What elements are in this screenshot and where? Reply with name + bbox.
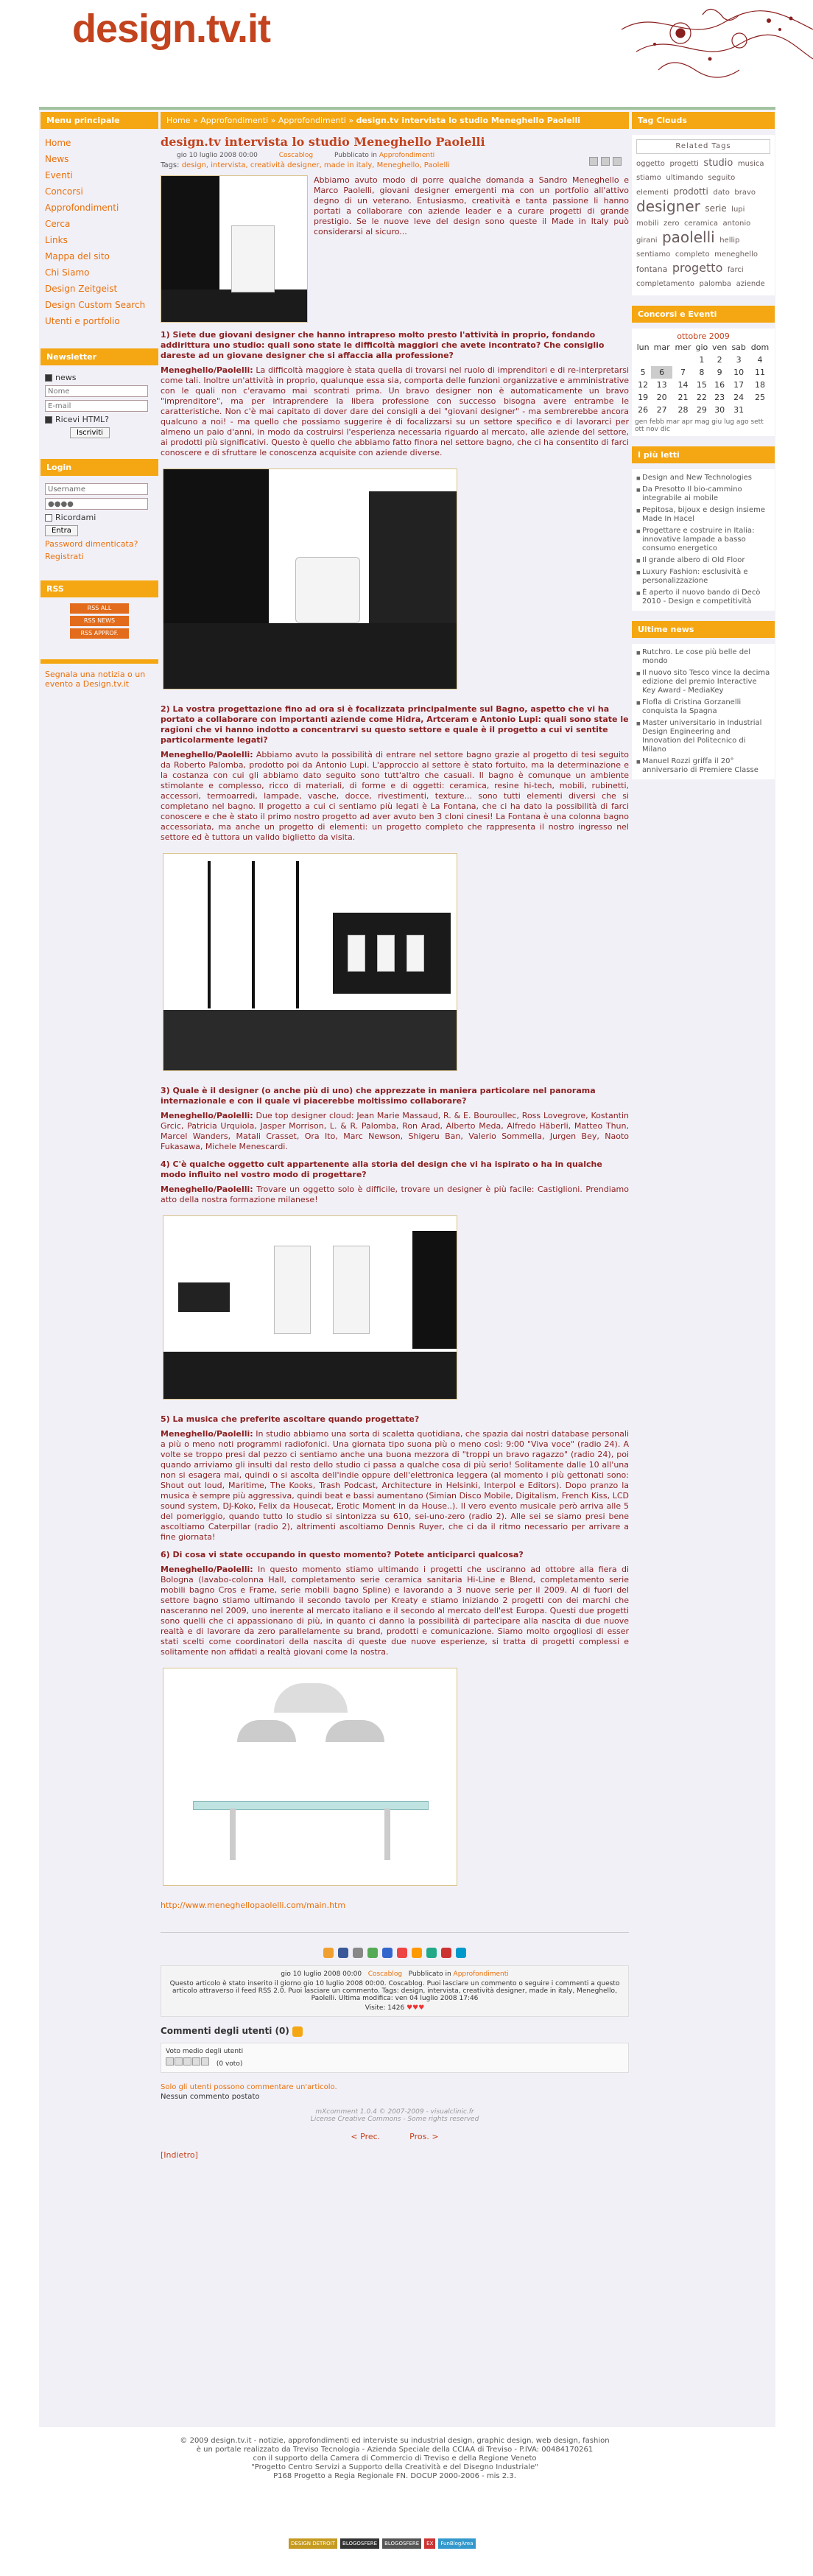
calendar-day[interactable]: 24 [733, 393, 745, 402]
most-read-item[interactable]: ■ Da Presotto Il bio-cammino integrabile ai mobile [636, 484, 770, 505]
menu-item-links[interactable]: Links [45, 235, 68, 245]
menu-item-eventi[interactable]: Eventi [45, 170, 73, 180]
tag-ceramica[interactable]: ceramica [683, 220, 719, 228]
calendar-day[interactable]: 13 [656, 380, 667, 390]
latest-news-item[interactable]: ■ Flofla di Cristina Gorzanelli conquista la Spagna [636, 697, 770, 717]
tag-ultimando[interactable]: ultimando [666, 174, 703, 182]
star-5[interactable] [201, 2057, 209, 2066]
login-button[interactable]: Entra [45, 525, 78, 536]
calendar-day[interactable]: 6 [651, 366, 672, 379]
latest-news-item[interactable]: ■ Rutchro. Le cose più belle del mondo [636, 647, 770, 667]
studio-website-link[interactable]: http://www.meneghellopaolelli.com/main.htm [161, 1901, 346, 1910]
published-in-category[interactable]: Approfondimenti [379, 152, 435, 159]
calendar-day[interactable]: 9 [717, 368, 722, 377]
prev-link[interactable]: < Prec. [351, 2131, 381, 2141]
calendar-day-header: gio [695, 343, 708, 352]
calendar-day[interactable]: 26 [638, 405, 649, 415]
calendar-day-header: mer [675, 343, 691, 352]
newsletter-news-row [41, 371, 158, 384]
calendar-day[interactable]: 17 [733, 380, 745, 390]
menu-item-mappa[interactable]: Mappa del sito [45, 251, 110, 262]
calendar-day[interactable]: 2 [717, 355, 722, 365]
menu-item-custom-search[interactable]: Design Custom Search [45, 300, 146, 310]
calendar-day [635, 354, 651, 366]
badge-1[interactable]: DESIGN DETROIT [289, 2538, 337, 2549]
forgot-password-link[interactable]: Password dimenticata? [45, 539, 138, 549]
most-read-item[interactable]: ■ Luxury Fashion: esclusività e personalizzazione [636, 566, 770, 587]
print-icon[interactable] [601, 157, 610, 166]
share-icon-10[interactable] [456, 1948, 466, 1958]
username-input[interactable] [45, 483, 148, 495]
star-2[interactable] [175, 2057, 183, 2066]
html-checkbox[interactable] [45, 416, 52, 424]
calendar-day[interactable]: 8 [699, 368, 705, 377]
tag-completo[interactable]: completo [675, 250, 710, 259]
calendar-day[interactable]: 7 [680, 368, 686, 377]
tag-antonio[interactable]: antonio [722, 220, 751, 228]
share-icon-7[interactable] [412, 1948, 422, 1958]
menu-item-cerca[interactable]: Cerca [45, 219, 71, 229]
question-1: 1) Siete due giovani designer che hanno intrapreso molto presto l'attività in proprio, fondando addirittura uno studio: quali sono state le difficoltà maggiori che avete incontrato? Che consiglio dareste ad un giovane designer che si affaccia alla professione? [161, 330, 605, 360]
tag-aziende[interactable]: aziende [736, 280, 765, 288]
tag-farci[interactable]: farci [727, 266, 744, 274]
rss-approf-button[interactable]: RSS APPROF. [70, 628, 129, 639]
calendar-day[interactable]: 19 [638, 393, 649, 402]
site-logo[interactable]: design.tv.it [72, 7, 271, 51]
tag-hellip[interactable]: hellip [719, 236, 740, 245]
info-category-link[interactable]: Approfondimenti [453, 1970, 509, 1978]
rss-all-button[interactable]: RSS ALL [70, 603, 129, 614]
share-icon-5[interactable] [382, 1948, 393, 1958]
most-read-item[interactable]: ■ Il grande albero di Old Floor [636, 555, 770, 566]
question-6: 6) Di cosa vi state occupando in questo momento? Potete anticiparci qualcosa? [161, 1550, 524, 1559]
password-input[interactable] [45, 498, 148, 510]
main-menu-title: Menu principale [41, 112, 158, 129]
latest-news-item[interactable]: ■ Master universitario in Industrial Design Engineering and Innovation del Politecnico di Milano [636, 717, 770, 756]
social-share-bar [161, 1948, 629, 1958]
tag-studio[interactable]: studio [703, 158, 733, 169]
share-icon-8[interactable] [426, 1948, 437, 1958]
article-info-box: gio 10 luglio 2008 00:00 Coscablog Pubblicato in Approfondimenti Questo articolo è stato inserito il giorno gio 10 luglio 2008 00:00. Coscablog. Puoi lasciare un commento o seguire i commenti a questo articolo attraverso il feed RSS 2.0. Puoi lasciare un commento. Tags: design, intervista, creatività designer, made in italy, Meneghello, Paolelli. Ultima modifica: ven 04 luglio 2008 17:46 Visite: 1426 ♥♥♥ [161, 1965, 629, 2017]
article-image-3 [163, 853, 457, 1071]
article-author[interactable]: Coscablog [278, 152, 314, 159]
tag-cloud-title: Tag Clouds [632, 112, 775, 129]
visits-count: Visite: 1426 [365, 2004, 405, 2012]
remember-label: Ricordami [55, 513, 96, 522]
signal-box [41, 659, 158, 695]
calendar-day[interactable]: 21 [678, 393, 689, 402]
tag-progetti[interactable]: progetti [669, 160, 699, 168]
remember-row [41, 511, 158, 524]
tag-seguito[interactable]: seguito [708, 174, 736, 182]
comments-title: Commenti degli utenti (0) [161, 2026, 629, 2037]
breadcrumb: Home » Approfondimenti » Approfondimenti » design.tv intervista lo studio Meneghello Paolelli [161, 112, 629, 129]
menu-item-approfondimenti[interactable]: Approfondimenti [45, 203, 119, 213]
menu-item-chi-siamo[interactable]: Chi Siamo [45, 267, 90, 278]
calendar-day[interactable]: 29 [696, 405, 707, 415]
main-column [161, 112, 629, 2160]
badge-4[interactable]: EX [424, 2538, 435, 2549]
calendar-day[interactable]: 30 [714, 405, 725, 415]
pdf-icon[interactable] [589, 157, 598, 166]
breadcrumb-current: design.tv intervista lo studio Meneghello Paolelli [356, 116, 581, 125]
most-read-item[interactable]: ■ Design and New Technologies [636, 472, 770, 484]
article-meta [161, 152, 629, 159]
article-title: design.tv intervista lo studio Meneghello Paolelli [161, 135, 485, 149]
news-checkbox-label: news [55, 373, 77, 382]
calendar-day[interactable]: 28 [678, 405, 689, 415]
article-image-4 [163, 1215, 457, 1400]
article-image-5 [163, 1668, 457, 1886]
answer-3: Meneghello/Paolelli: Due top designer cloud: Jean Marie Massaud, R. & E. Bouroullec, Ross Lovegrove, Kostantin Grcic, Patricia Urquiola, Jasper Morrison, L. & R. Palomba, Ron Arad, Alberto Meda, Alfredo Häberli, Matteo Thun, Marcel Wanders, Matali Crasset, Ora Ito, Marc Newson, Shigeru Ban, Valerio Sommella, Jurgen Bey, Naoto Fukasawa, Michele Menescardi. [161, 1111, 630, 1151]
share-icon-3[interactable] [353, 1948, 363, 1958]
article-intro: Abbiamo avuto modo di porre qualche domanda a Sandro Meneghello e Marco Paolelli, giovani designer emergenti ma con un portfolio all'attivo degno di un veterano. Entusiasmo, creatività e tanta passione li hanno portati a collaborare con aziende leader e a curare progetti di grande prestigio. Se le nuove leve del design sono queste il Made in Italy può considerarsi al sicuro... [314, 175, 629, 236]
menu-item-zeitgeist[interactable]: Design Zeitgeist [45, 284, 118, 294]
news-checkbox[interactable] [45, 374, 52, 382]
main-menu [41, 135, 158, 329]
breadcrumb-home[interactable]: Home [166, 116, 191, 125]
tag-progetto[interactable]: progetto [672, 261, 723, 275]
latest-news-list [632, 644, 775, 779]
rss-news-button[interactable]: RSS NEWS [70, 616, 129, 626]
tag-oggetto[interactable]: oggetto [636, 160, 665, 168]
calendar-day[interactable]: 14 [678, 380, 689, 390]
email-icon[interactable] [613, 157, 622, 166]
info-author-link[interactable]: Coscablog [367, 1970, 403, 1978]
most-read-item[interactable]: ■ È aperto il nuovo bando di Decò 2010 - Design e competitività [636, 587, 770, 608]
question-2: 2) La vostra progettazione fino ad ora si è focalizzata principalmente sul Bagno, aspetto che vi ha portato a collaborare con importanti aziende come Hidra, Artceram e Antonio Lupi: quali sono state le ragioni che vi hanno indotto a concentrarvi su questo settore e quale è il progetto a cui vi sentite particolarmente legati? [161, 704, 629, 745]
question-4: 4) C'è qualche oggetto cult appartenente alla storia del design che vi ha ispirato o ha in qualche modo influito nel vostro modo di progettare? [161, 1159, 602, 1179]
calendar-day[interactable]: 31 [733, 405, 745, 415]
calendar-day[interactable]: 22 [696, 393, 707, 402]
calendar-day[interactable]: 12 [638, 380, 649, 390]
vote-box: Voto medio degli utenti (0 voto) [161, 2043, 629, 2073]
comment-icon [292, 2026, 303, 2037]
calendar-day [651, 354, 672, 366]
most-read-list [632, 469, 775, 611]
breadcrumb-approf-1[interactable]: Approfondimenti [200, 116, 269, 125]
share-icon-2[interactable] [338, 1948, 348, 1958]
only-registered-note: Solo gli utenti possono commentare un'articolo. [161, 2082, 337, 2091]
tag-girani[interactable]: girani [636, 236, 658, 245]
calendar-day-header: sab [731, 343, 746, 352]
calendar-day-header: lun [636, 343, 650, 352]
newsletter-email-input[interactable] [45, 400, 148, 412]
rss-title: RSS [41, 580, 158, 597]
calendar-day[interactable]: 4 [757, 355, 763, 365]
back-link[interactable]: [Indietro] [161, 2149, 198, 2160]
newsletter-name-input[interactable] [45, 385, 148, 397]
calendar-day[interactable]: 15 [696, 380, 707, 390]
star-1[interactable] [166, 2057, 174, 2066]
pager [161, 2132, 629, 2141]
tag-musica[interactable]: musica [737, 160, 764, 168]
subscribe-button[interactable]: Iscriviti [70, 427, 110, 438]
register-link[interactable]: Registrati [45, 552, 84, 561]
footer-badges [289, 2538, 476, 2549]
tag-lupi[interactable]: lupi [731, 206, 745, 214]
calendar-day[interactable]: 3 [736, 355, 742, 365]
calendar-day[interactable]: 10 [733, 368, 745, 377]
tag-cloud [632, 135, 775, 295]
calendar-day-header: ven [712, 343, 728, 352]
calendar-day[interactable]: 23 [714, 393, 725, 402]
badge-2[interactable]: BLOGOSFERE [340, 2538, 379, 2549]
header-ornament [592, 0, 813, 88]
article-image-1 [161, 175, 308, 323]
calendar-day[interactable]: 27 [656, 405, 667, 415]
answer-6: Meneghello/Paolelli: In questo momento stiamo ultimando i progetti che usciranno ad ottobre alla fiera di Bologna (lavabo-colonna Hall, completamento serie ceramica sanitaria Hi-Line e Blend, completamento serie mobili bagno Cros e Frame, serie mobili bagno Spline) e lavorando a 3 nuove serie per il 2009. Al di fuori del settore bagno stiamo ultimando il secondo tavolo per Kreaty e stiamo iniziando 2 progetti con dei marchi che nasceranno nel 2009, uno inerente al mercato italiano e il secondo al mercato dell'est Europa. Questi due progetti sono quelli che ci appassionano di più, in quanto ci danno la possibilità di partecipare alla nascita di due nuove realtà e di lavorare da zero parallelamente su brand, prodotti e comunicazione. Siamo molto orgogliosi di esser stati scelti come coordinatori della nascita di queste due nuove esperienze, si tratta di progetti complessi e solitamente non affidati a realtà giovani come la nostra. [161, 1565, 629, 1657]
newsletter-title: Newsletter [41, 348, 158, 365]
menu-item-utenti[interactable]: Utenti e portfolio [45, 316, 120, 326]
tag-elementi[interactable]: elementi [636, 189, 669, 197]
article-tools [589, 157, 622, 166]
calendar-month: ottobre 2009 [677, 331, 730, 341]
tag-completamento[interactable]: completamento [636, 280, 694, 288]
breadcrumb-approf-2[interactable]: Approfondimenti [278, 116, 346, 125]
calendar-day [748, 404, 772, 416]
most-read-item[interactable]: ■ Pepitosa, bijoux e design insieme Made In Hacel [636, 505, 770, 525]
calendar-day-header: dom [750, 343, 770, 352]
latest-news-title: Ultime news [632, 621, 775, 638]
badge-5[interactable]: FunBlogArea [438, 2538, 475, 2549]
tag-zero[interactable]: zero [664, 220, 680, 228]
share-icon-1[interactable] [323, 1948, 334, 1958]
share-icon-9[interactable] [441, 1948, 451, 1958]
most-read-title: I più letti [632, 446, 775, 463]
calendar-day[interactable]: 5 [640, 368, 646, 377]
right-column [632, 112, 775, 779]
published-in-label: Pubblicato in [334, 152, 377, 159]
remember-checkbox[interactable] [45, 514, 52, 522]
most-read-item[interactable]: ■ Progettare e costruire in Italia: innovative lampade a basso consumo energetico [636, 525, 770, 555]
calendar-day[interactable]: 1 [699, 355, 705, 365]
share-icon-6[interactable] [397, 1948, 407, 1958]
article-image-2 [163, 468, 457, 689]
license-note: mXcomment 1.0.4 © 2007-2009 - visualclinic.fr License Creative Commons - Some rights reserved [310, 2108, 479, 2123]
login-title: Login [41, 459, 158, 476]
left-column [41, 112, 158, 695]
tag-stiamo[interactable]: stiamo [636, 174, 661, 182]
menu-item-news[interactable]: News [45, 154, 69, 164]
tag-paolelli[interactable]: paolelli [661, 228, 715, 246]
tag-meneghello[interactable]: meneghello [714, 250, 758, 259]
calendar-day-header: mar [653, 343, 670, 352]
next-link[interactable]: Pros. > [409, 2131, 439, 2141]
badge-3[interactable]: BLOGOSFERE [382, 2538, 421, 2549]
tag-bravo[interactable]: bravo [734, 189, 756, 197]
tag-prodotti[interactable]: prodotti [673, 186, 708, 197]
share-icon-4[interactable] [367, 1948, 378, 1958]
calendar-day[interactable]: 18 [754, 380, 765, 390]
answer-1: Meneghello/Paolelli: La difficoltà maggiore è stata quella di trovarsi nel ruolo di imprenditori e di re-interpretarsi come tali. Inoltre un'attività in proprio, qualunque essa sia, comporta delle funzioni organizzative e amministrative con le quali non c'eravamo mai scontrati prima. Un bravo designer non è automaticamente un bravo "imprenditore", ma per intraprendere la libera professione con successo bisogna avere entrambe le caratteristiche. Non c'è mai capitato di dover dare dei consigli a dei "giovani designer" - ma sembrerebbe ancora qualcuno a noi! - ma quello che possiamo suggerire è di focalizzarsi su un settore specifico e di lavorarci per almeno un paio d'anni, in modo da costruirsi l'esperienza necessaria riguardo al mercato, alle aziende del settore, ai prodotti più significativi. Questo è quello che abbiamo fatto finora nel settore bagno, che ci ha consentito di farci conoscere e di sfruttare le conoscenza acquisite con aziende diverse. [161, 365, 629, 457]
menu-item-home[interactable]: Home [45, 138, 71, 148]
tag-fontana[interactable]: fontana [636, 264, 668, 274]
calendar-day [672, 354, 694, 366]
tag-designer[interactable]: designer [636, 197, 700, 215]
tag-serie[interactable]: serie [705, 203, 727, 214]
answer-4: Meneghello/Paolelli: Trovare un oggetto solo è difficile, trovare un designer è più facile: Castiglioni. Prendiamo atto della nostra formazione milanese! [161, 1185, 630, 1204]
calendar-month-links[interactable]: gen febb mar apr mag giu lug ago sett ott nov dic [635, 418, 764, 433]
article-tags: Tags: design, intervista, creatività designer, made in italy, Meneghello, Paolelli [161, 161, 450, 169]
latest-news-item[interactable]: ■ Manuel Rozzi griffa il 20° anniversario di Premiere Classe [636, 756, 770, 776]
answer-5: Meneghello/Paolelli: In studio abbiamo una sorta di scaletta quotidiana, che spazia dai nostri database personali a più o meno noti programmi radiofonici. Una giornata tipo suona più o meno così: 9:00 "Viva voce" (radio 24). A volte se troppo presi dal pezzo ci sentiamo anche una buona mezzora di "troppi un bravo ragazzo" (radio 24), poi quando arriviamo gli insulti dal resto dello studio ci passa a qualche cosa di più serio! Solitamente dalle 10 all'una non si esagera mai, quindi o si ascolta dell'indie oppure dell'elettronica leggera (al momento i più gettonati sono: Shout out loud, Maritime, The Kooks, Trash Podcast, Architecture in Helsinki, Interpol e Editors). Dopo pranzo la musica è sempre più aggressiva, quindi beat e bassi aumentano (Simian Disco Mobile, Digitalism, French Kiss, LCD sound system, DJ-Koko, Felix da Housecat, Erotic Moment in da House..). Il vero evento musicale però arriva alle 5 del pomeriggio, quando tutto lo studio si sintonizza su 610, sei-uno-zero (radio 2). Alle sei se siamo presi bene ascoltiamo Caterpillar (radio 2), altrimenti ascoltiamo Dennis Ruyer, che ci da il ritmo necessario per arrivare a fine giornata! [161, 1429, 629, 1542]
article-date: gio 10 luglio 2008 00:00 [177, 152, 258, 159]
site-footer: © 2009 design.tv.it - notizie, approfondimenti ed interviste su industrial design, graphic design, web design, fashion è un portale realizzato da Treviso Tecnologia - Azienda Speciale della CCIAA di Treviso - P.IVA: 00484170261 con il supporto della Camera di Commercio di Treviso e della Regione Veneto "Progetto Centro Servizi a Supporto della Creatività e del Disegno Industriale" P168 Progetto a Regia Regionale FN. DOCUP 2000-2006 - mis 2.3. [180, 2437, 610, 2480]
signal-news-link[interactable]: Segnala una notizia o un evento a Design.tv.it [45, 670, 146, 689]
newsletter-html-row [41, 413, 158, 426]
events-title: Concorsi e Eventi [632, 306, 775, 323]
question-3: 3) Quale è il designer (o anche più di uno) che apprezzate in maniera particolare nel panorama internazionale e con il quale vi piacerebbe moltissimo collaborare? [161, 1086, 596, 1106]
calendar-day[interactable]: 20 [656, 393, 667, 402]
no-comments-note: Nessun commento postato [161, 2092, 260, 2101]
events-calendar [632, 329, 775, 436]
related-tags-title: Related Tags [636, 139, 770, 154]
calendar-day[interactable]: 25 [754, 393, 765, 402]
article-tags-links[interactable]: design, intervista, creatività designer, made in italy, Meneghello, Paolelli [181, 161, 450, 169]
question-5: 5) La musica che preferite ascoltare quando progettate? [161, 1414, 420, 1424]
answer-2: Meneghello/Paolelli: Abbiamo avuto la possibilità di entrare nel settore bagno grazie al progetto di tesi seguito da Roberto Palomba, prodotto poi da Antonio Lupi. L'approccio al settore è stato fortuito, ma la determinazione e la costanza con cui gli abbiamo dato seguito sono tutt'altro che casuali. Il bagno è comunque un ambiente stimolante e complesso, ricco di materiali, di forme e di oggetti: ceramica, resine hi-tech, mobili, rubinetti, accessori, termoarredi, lampade, vasche, docce, rivestimenti, texture... sono tutti elementi diversi che si completano nel bagno. Il progetto a cui ci sentiamo più legati è La Fontana, che ci ha dato la possibilità di farci conoscere e che è stato il primo nostro progetto ad aver avuto ben 3 cloni cinesi! La Fontana è una colonna bagno accessoriata, ma anche un progetto di elementi: un progetto completo che rappresenta il nostro ingresso nel settore ed è tuttora un valido biglietto da visita. [161, 750, 630, 842]
menu-item-concorsi[interactable]: Concorsi [45, 186, 83, 197]
tag-sentiamo[interactable]: sentiamo [636, 250, 671, 259]
calendar-day[interactable]: 11 [754, 368, 765, 377]
html-checkbox-label: Ricevi HTML? [55, 415, 110, 424]
star-3[interactable] [183, 2057, 191, 2066]
calendar-day[interactable]: 16 [714, 380, 725, 390]
star-4[interactable] [192, 2057, 200, 2066]
tag-dato[interactable]: dato [713, 189, 730, 197]
tag-palomba[interactable]: palomba [699, 280, 732, 288]
site-header [0, 0, 813, 110]
tag-mobili[interactable]: mobili [636, 220, 659, 228]
latest-news-item[interactable]: ■ Il nuovo sito Tesco vince la decima edizione del premio Interactive Key Award - MediaKey [636, 667, 770, 697]
